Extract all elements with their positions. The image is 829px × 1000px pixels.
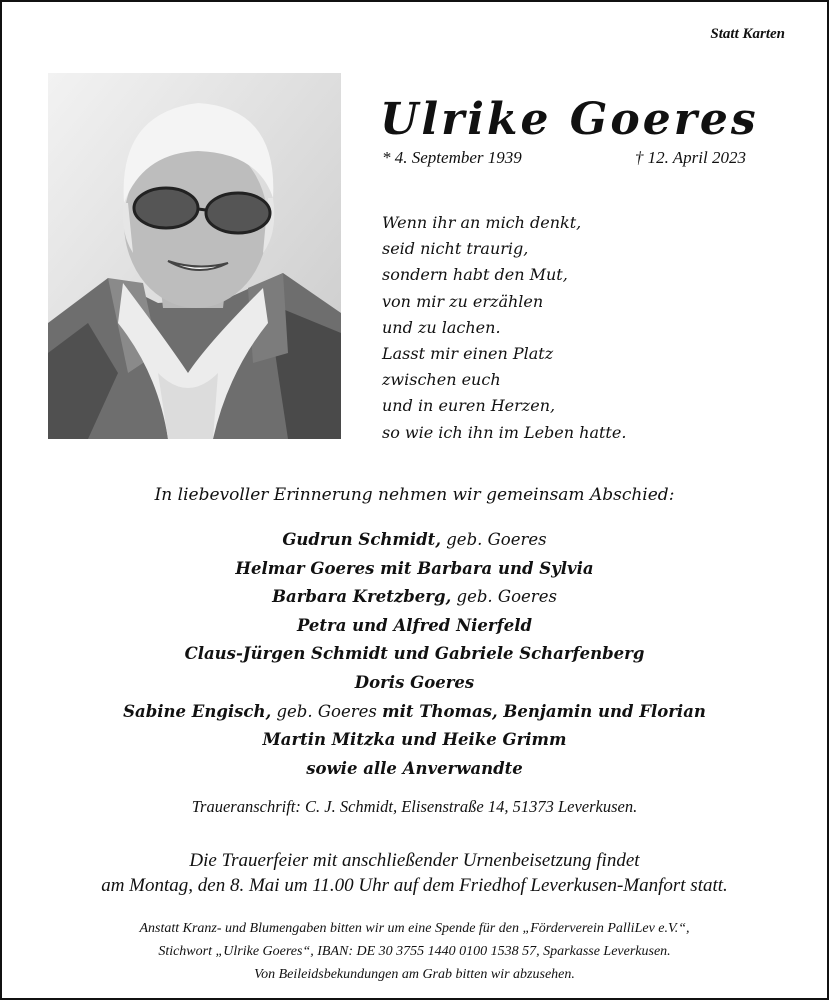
poem-line: Lasst mir einen Platz: [382, 344, 554, 364]
family-name: Gudrun Schmidt,: [282, 530, 441, 549]
maiden-name-note: geb. Goeres: [276, 701, 377, 721]
life-dates: [382, 148, 746, 168]
ceremony-info: [2, 848, 827, 898]
birth-date: * 4. September 1939: [382, 148, 522, 167]
poem-line: so wie ich ihn im Leben hatte.: [382, 422, 627, 442]
deceased-name: Ulrike Goeres: [380, 94, 759, 145]
family-list: [2, 526, 827, 783]
poem-line: und in euren Herzen,: [382, 396, 556, 416]
family-name: mit Thomas, Benjamin und Florian: [382, 701, 706, 721]
family-line: Claus-Jürgen Schmidt und Gabriele Scharfenberg: [184, 644, 645, 664]
poem-line: zwischen euch: [382, 370, 501, 390]
family-line: Helmar Goeres mit Barbara und Sylvia: [235, 558, 594, 578]
maiden-name-note: geb. Goeres: [456, 587, 557, 607]
family-name: Barbara Kretzberg,: [272, 587, 452, 607]
family-line: [2, 583, 827, 612]
family-line: [2, 698, 827, 727]
donation-note: [2, 917, 827, 986]
family-line: Martin Mitzka und Heike Grimm: [262, 730, 567, 750]
maiden-name-note: geb. Goeres: [446, 530, 547, 549]
poem-line: und zu lachen.: [382, 317, 501, 337]
family-name: Sabine Engisch,: [123, 701, 272, 721]
note-line: Anstatt Kranz- und Blumengaben bitten wir um eine Spende für den „Förderverein PalliLev e.V.“,: [139, 921, 690, 936]
family-line: Doris Goeres: [354, 672, 475, 692]
poem-line: sondern habt den Mut,: [382, 265, 568, 285]
family-line: Petra und Alfred Nierfeld: [296, 615, 533, 635]
farewell-intro: In liebevoller Erinnerung nehmen wir gemeinsam Abschied:: [154, 485, 675, 505]
portrait-image: [48, 73, 341, 439]
ceremony-line: am Montag, den 8. Mai um 11.00 Uhr auf dem Friedhof Leverkusen-Manfort statt.: [101, 875, 728, 896]
portrait-photo: [48, 73, 341, 439]
header-note: Statt Karten: [710, 26, 785, 42]
note-line: Stichwort „Ulrike Goeres“, IBAN: DE 30 3755 1440 0100 1538 57, Sparkasse Leverkusen.: [158, 944, 671, 959]
memorial-poem: [382, 210, 626, 446]
poem-line: Wenn ihr an mich denkt,: [382, 213, 582, 232]
mourning-address: Traueranschrift: C. J. Schmidt, Elisenstraße 14, 51373 Leverkusen.: [191, 797, 638, 816]
death-date: † 12. April 2023: [634, 148, 746, 167]
poem-line: von mir zu erzählen: [382, 291, 544, 311]
ceremony-line: Die Trauerfeier mit anschließender Urnenbeisetzung findet: [189, 850, 640, 871]
poem-line: seid nicht traurig,: [382, 239, 529, 259]
family-line: [2, 526, 827, 555]
family-line: sowie alle Anverwandte: [306, 758, 523, 778]
note-line: Von Beileidsbekundungen am Grab bitten wir abzusehen.: [254, 967, 575, 982]
